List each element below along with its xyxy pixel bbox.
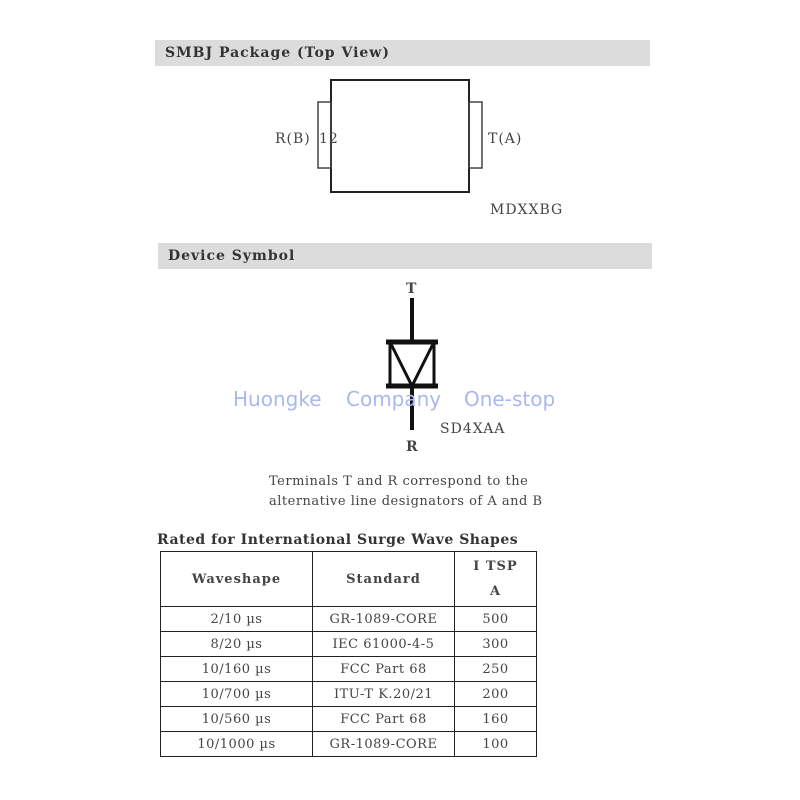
table-row bbox=[161, 607, 537, 632]
right-lead bbox=[469, 102, 482, 168]
watermark-word-1: Huongke bbox=[233, 387, 322, 411]
table-header-row bbox=[161, 552, 537, 607]
cell-standard: ITU-T K.20/21 bbox=[313, 682, 455, 707]
symbol-code: SD4XAA bbox=[440, 421, 506, 437]
header-itsp-unit: A bbox=[489, 584, 502, 599]
terminal-note-line-2: alternative line designators of A and B bbox=[269, 494, 543, 509]
package-section-title: SMBJ Package (Top View) bbox=[165, 45, 390, 61]
symbol-section-title: Device Symbol bbox=[168, 248, 296, 264]
cell-standard: GR-1089-CORE bbox=[313, 732, 455, 757]
surge-rating-table bbox=[160, 551, 537, 757]
header-itsp bbox=[455, 552, 537, 607]
header-itsp-label: I TSP bbox=[473, 559, 518, 574]
cell-standard: FCC Part 68 bbox=[313, 707, 455, 732]
header-waveshape: Waveshape bbox=[161, 552, 313, 607]
cell-itsp: 300 bbox=[455, 632, 537, 657]
symbol-left-triangle bbox=[390, 342, 412, 386]
cell-waveshape: 10/160 µs bbox=[161, 657, 313, 682]
bottom-terminal-label: R bbox=[406, 439, 419, 455]
cell-waveshape: 10/560 µs bbox=[161, 707, 313, 732]
header-standard: Standard bbox=[313, 552, 455, 607]
symbol-section-header bbox=[158, 243, 652, 269]
left-terminal-label: R(B) bbox=[275, 131, 311, 147]
cell-waveshape: 10/700 µs bbox=[161, 682, 313, 707]
cell-itsp: 500 bbox=[455, 607, 537, 632]
cell-waveshape: 8/20 µs bbox=[161, 632, 313, 657]
package-body bbox=[331, 80, 469, 192]
cell-waveshape: 10/1000 µs bbox=[161, 732, 313, 757]
cell-itsp: 100 bbox=[455, 732, 537, 757]
table-row bbox=[161, 707, 537, 732]
tvs-device-symbol bbox=[380, 290, 446, 440]
cell-itsp: 250 bbox=[455, 657, 537, 682]
cell-itsp: 200 bbox=[455, 682, 537, 707]
left-terminal-marker: 12 bbox=[319, 131, 339, 147]
package-section-header bbox=[155, 40, 650, 66]
cell-itsp: 160 bbox=[455, 707, 537, 732]
table-row bbox=[161, 632, 537, 657]
cell-standard: GR-1089-CORE bbox=[313, 607, 455, 632]
table-row bbox=[161, 682, 537, 707]
right-terminal-label: T(A) bbox=[488, 131, 523, 147]
package-code: MDXXBG bbox=[490, 202, 564, 218]
table-row bbox=[161, 732, 537, 757]
cell-waveshape: 2/10 µs bbox=[161, 607, 313, 632]
top-terminal-label: T bbox=[406, 281, 418, 297]
watermark-word-2: Company bbox=[346, 387, 442, 411]
cell-standard: IEC 61000-4-5 bbox=[313, 632, 455, 657]
terminal-note-line-1: Terminals T and R correspond to the bbox=[269, 474, 529, 489]
symbol-right-triangle bbox=[412, 342, 434, 386]
cell-standard: FCC Part 68 bbox=[313, 657, 455, 682]
watermark-word-3: One-stop bbox=[464, 387, 556, 411]
surge-table-title: Rated for International Surge Wave Shapes bbox=[157, 532, 519, 548]
table-row bbox=[161, 657, 537, 682]
